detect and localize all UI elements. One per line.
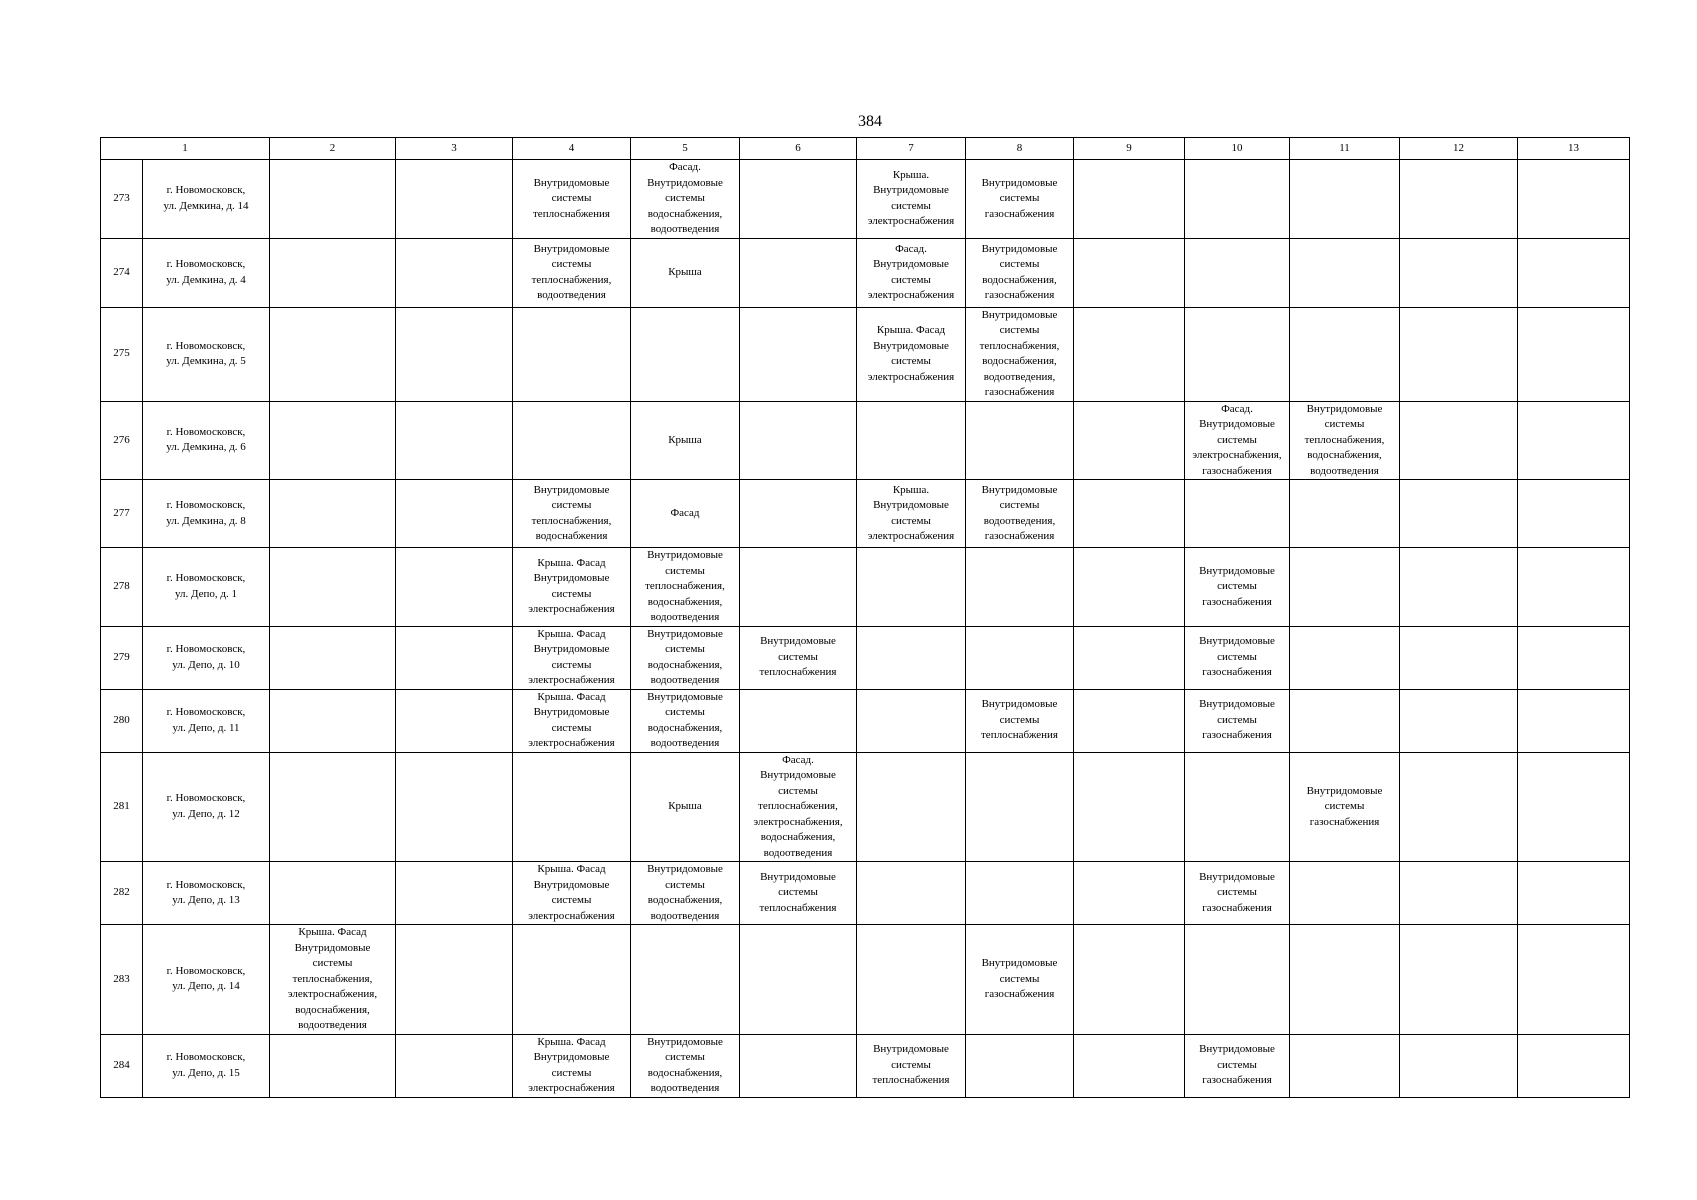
work-cell-col-10 — [1185, 238, 1290, 307]
work-cell-col-6 — [740, 689, 857, 752]
work-cell-col-5 — [631, 307, 740, 401]
work-cell-col-3 — [396, 480, 513, 548]
work-cell-col-4 — [513, 480, 631, 548]
work-cell-col-9 — [1074, 238, 1185, 307]
work-cell-col-2 — [270, 401, 396, 480]
row-number: 279 — [101, 626, 143, 689]
work-text: Фасад. Внутридомовые системы электроснабжения — [867, 242, 955, 301]
work-cell-col-9 — [1074, 1034, 1185, 1097]
work-cell-col-7 — [857, 925, 966, 1035]
work-cell-col-3 — [396, 548, 513, 627]
address-text: г. Новомосковск, ул. Депо, д. 10 — [166, 643, 246, 671]
column-header-8: 8 — [966, 138, 1074, 160]
work-cell-col-7 — [857, 689, 966, 752]
table-row — [101, 160, 1630, 239]
work-cell-col-9 — [1074, 626, 1185, 689]
address-cell — [143, 238, 270, 307]
work-cell-col-7 — [857, 401, 966, 480]
work-cell-col-12 — [1400, 548, 1518, 627]
work-cell-col-13 — [1518, 238, 1630, 307]
work-text: Внутридомовые системы газоснабжения — [1306, 784, 1383, 828]
address-text: г. Новомосковск, ул. Демкина, д. 5 — [166, 339, 246, 367]
schedule-table — [100, 137, 1630, 1098]
row-number: 275 — [101, 307, 143, 401]
work-cell-col-12 — [1400, 752, 1518, 862]
work-cell-col-9 — [1074, 548, 1185, 627]
work-cell-col-11 — [1290, 548, 1400, 627]
work-text: Внутридомовые системы водоотведения, газоснабжения — [981, 483, 1058, 542]
work-text: Внутридомовые системы газоснабжения — [1199, 564, 1275, 608]
work-text: Крыша. Фасад Внутридомовые системы электроснабжения — [528, 863, 615, 922]
work-cell-col-6 — [740, 238, 857, 307]
table-row — [101, 238, 1630, 307]
work-cell-col-10 — [1185, 401, 1290, 480]
address-text: г. Новомосковск, ул. Депо, д. 1 — [166, 572, 246, 600]
work-cell-col-4 — [513, 689, 631, 752]
work-cell-col-4 — [513, 548, 631, 627]
work-text: Фасад. Внутридомовые системы водоснабжения, водоотведения — [647, 161, 723, 235]
work-text: Внутридомовые системы водоснабжения, газоснабжения — [981, 242, 1058, 301]
work-cell-col-3 — [396, 752, 513, 862]
column-header-7: 7 — [857, 138, 966, 160]
row-number: 276 — [101, 401, 143, 480]
work-cell-col-8 — [966, 752, 1074, 862]
work-cell-col-3 — [396, 626, 513, 689]
work-text: Внутридомовые системы теплоснабжения — [533, 176, 610, 220]
work-text: Крыша. Фасад Внутридомовые системы электроснабжения — [528, 556, 615, 616]
work-cell-col-3 — [396, 160, 513, 239]
work-text: Внутридомовые системы теплоснабжения, водоснабжения, водоотведения — [645, 549, 725, 623]
page-number: 384 — [858, 113, 882, 130]
work-cell-col-10 — [1185, 307, 1290, 401]
work-cell-col-13 — [1518, 480, 1630, 548]
column-header-13: 13 — [1518, 138, 1630, 160]
work-cell-col-2 — [270, 752, 396, 862]
work-cell-col-12 — [1400, 1034, 1518, 1097]
table-body — [101, 160, 1630, 1098]
work-cell-col-7 — [857, 480, 966, 548]
work-cell-col-5 — [631, 160, 740, 239]
row-number: 283 — [101, 925, 143, 1035]
work-cell-col-12 — [1400, 689, 1518, 752]
row-number: 277 — [101, 480, 143, 548]
work-text: Внутридомовые системы теплоснабжения — [759, 870, 837, 914]
work-cell-col-2 — [270, 238, 396, 307]
work-cell-col-7 — [857, 307, 966, 401]
work-cell-col-2 — [270, 307, 396, 401]
work-cell-col-13 — [1518, 862, 1630, 925]
work-cell-col-2 — [270, 480, 396, 548]
work-text: Крыша. Фасад Внутридомовые системы теплоснабжения, электроснабжения, водоснабжения, водоотведения — [287, 926, 378, 1031]
work-cell-col-12 — [1400, 925, 1518, 1035]
work-text: Внутридомовые системы газоснабжения — [1199, 870, 1275, 914]
column-header-12: 12 — [1400, 138, 1518, 160]
work-text: Крыша. Фасад Внутридомовые системы электроснабжения — [528, 627, 615, 686]
work-cell-col-13 — [1518, 401, 1630, 480]
address-cell — [143, 480, 270, 548]
work-cell-col-7 — [857, 238, 966, 307]
work-text: Внутридомовые системы теплоснабжения, водоотведения — [531, 242, 612, 301]
work-cell-col-10 — [1185, 1034, 1290, 1097]
column-header-11: 11 — [1290, 138, 1400, 160]
work-cell-col-13 — [1518, 626, 1630, 689]
work-cell-col-3 — [396, 238, 513, 307]
work-cell-col-6 — [740, 1034, 857, 1097]
work-text: Внутридомовые системы газоснабжения — [981, 176, 1058, 220]
work-cell-col-3 — [396, 1034, 513, 1097]
work-cell-col-13 — [1518, 925, 1630, 1035]
work-cell-col-4 — [513, 238, 631, 307]
work-text: Крыша. Внутридомовые системы электроснабжения — [867, 483, 955, 542]
work-text: Внутридомовые системы водоснабжения, водоотведения — [647, 627, 723, 686]
table-row — [101, 548, 1630, 627]
work-cell-col-9 — [1074, 925, 1185, 1035]
work-text: Крыша. Фасад Внутридомовые системы электроснабжения — [867, 324, 955, 383]
work-cell-col-2 — [270, 626, 396, 689]
header-row — [101, 138, 1630, 160]
work-cell-col-11 — [1290, 689, 1400, 752]
work-cell-col-9 — [1074, 307, 1185, 401]
row-number: 273 — [101, 160, 143, 239]
work-cell-col-7 — [857, 1034, 966, 1097]
work-cell-col-7 — [857, 548, 966, 627]
address-cell — [143, 548, 270, 627]
work-cell-col-8 — [966, 862, 1074, 925]
work-cell-col-12 — [1400, 160, 1518, 239]
column-header-1: 1 — [101, 138, 270, 160]
work-cell-col-9 — [1074, 401, 1185, 480]
work-cell-col-4 — [513, 862, 631, 925]
work-cell-col-11 — [1290, 480, 1400, 548]
work-text: Внутридомовые системы теплоснабжения, водоснабжения, водоотведения — [1304, 402, 1385, 477]
table-row — [101, 401, 1630, 480]
address-text: г. Новомосковск, ул. Депо, д. 13 — [166, 878, 246, 906]
address-cell — [143, 752, 270, 862]
address-text: г. Новомосковск, ул. Демкина, д. 6 — [166, 425, 246, 454]
work-cell-col-8 — [966, 626, 1074, 689]
work-cell-col-4 — [513, 160, 631, 239]
work-cell-col-10 — [1185, 626, 1290, 689]
column-header-6: 6 — [740, 138, 857, 160]
work-cell-col-10 — [1185, 862, 1290, 925]
work-cell-col-7 — [857, 862, 966, 925]
work-cell-col-9 — [1074, 862, 1185, 925]
work-text: Крыша. Фасад Внутридомовые системы электроснабжения — [528, 690, 615, 749]
work-cell-col-8 — [966, 1034, 1074, 1097]
work-cell-col-6 — [740, 480, 857, 548]
work-cell-col-11 — [1290, 862, 1400, 925]
work-text: Крыша — [668, 800, 702, 812]
address-text: г. Новомосковск, ул. Депо, д. 12 — [166, 792, 246, 820]
work-cell-col-7 — [857, 752, 966, 862]
work-cell-col-11 — [1290, 238, 1400, 307]
work-text: Внутридомовые системы газоснабжения — [981, 957, 1058, 1000]
work-cell-col-5 — [631, 626, 740, 689]
work-cell-col-6 — [740, 925, 857, 1035]
address-cell — [143, 862, 270, 925]
work-cell-col-6 — [740, 160, 857, 239]
work-cell-col-10 — [1185, 160, 1290, 239]
work-cell-col-12 — [1400, 480, 1518, 548]
work-cell-col-2 — [270, 862, 396, 925]
work-cell-col-9 — [1074, 689, 1185, 752]
address-text: г. Новомосковск, ул. Демкина, д. 8 — [166, 499, 246, 527]
work-text: Фасад — [670, 506, 700, 519]
table-row — [101, 689, 1630, 752]
work-cell-col-13 — [1518, 1034, 1630, 1097]
work-cell-col-5 — [631, 548, 740, 627]
address-cell — [143, 689, 270, 752]
work-cell-col-6 — [740, 862, 857, 925]
work-cell-col-10 — [1185, 689, 1290, 752]
work-cell-col-8 — [966, 238, 1074, 307]
work-cell-col-2 — [270, 548, 396, 627]
work-cell-col-11 — [1290, 160, 1400, 239]
work-cell-col-6 — [740, 307, 857, 401]
work-cell-col-2 — [270, 160, 396, 239]
work-cell-col-13 — [1518, 752, 1630, 862]
work-cell-col-8 — [966, 480, 1074, 548]
work-text: Внутридомовые системы газоснабжения — [1199, 635, 1275, 679]
address-cell — [143, 307, 270, 401]
work-cell-col-3 — [396, 689, 513, 752]
address-cell — [143, 401, 270, 480]
work-cell-col-11 — [1290, 752, 1400, 862]
work-cell-col-3 — [396, 401, 513, 480]
work-cell-col-13 — [1518, 307, 1630, 401]
work-cell-col-2 — [270, 925, 396, 1035]
work-cell-col-10 — [1185, 480, 1290, 548]
work-text: Внутридомовые системы газоснабжения — [1199, 1043, 1275, 1087]
table-row — [101, 862, 1630, 925]
work-text: Внутридомовые системы теплоснабжения — [981, 698, 1058, 742]
work-cell-col-12 — [1400, 862, 1518, 925]
work-cell-col-6 — [740, 752, 857, 862]
work-cell-col-7 — [857, 626, 966, 689]
work-cell-col-4 — [513, 925, 631, 1035]
work-cell-col-7 — [857, 160, 966, 239]
address-cell — [143, 626, 270, 689]
work-text: Внутридомовые системы теплоснабжения — [759, 635, 837, 679]
address-text: г. Новомосковск, ул. Депо, д. 11 — [166, 706, 246, 734]
row-number: 280 — [101, 689, 143, 752]
work-cell-col-4 — [513, 401, 631, 480]
work-cell-col-4 — [513, 626, 631, 689]
table-row — [101, 307, 1630, 401]
address-cell — [143, 925, 270, 1035]
work-cell-col-10 — [1185, 548, 1290, 627]
address-cell — [143, 160, 270, 239]
work-cell-col-9 — [1074, 480, 1185, 548]
row-number: 278 — [101, 548, 143, 627]
work-text: Внутридомовые системы теплоснабжения, водоснабжения — [531, 483, 612, 542]
row-number: 281 — [101, 752, 143, 862]
table-row — [101, 1034, 1630, 1097]
address-text: г. Новомосковск, ул. Демкина, д. 14 — [163, 184, 249, 212]
work-cell-col-6 — [740, 401, 857, 480]
work-cell-col-6 — [740, 626, 857, 689]
work-cell-col-5 — [631, 925, 740, 1035]
column-header-2: 2 — [270, 138, 396, 160]
column-header-10: 10 — [1185, 138, 1290, 160]
work-cell-col-5 — [631, 401, 740, 480]
work-cell-col-4 — [513, 752, 631, 862]
address-text: г. Новомосковск, ул. Депо, д. 14 — [166, 964, 246, 993]
work-cell-col-8 — [966, 401, 1074, 480]
work-cell-col-13 — [1518, 160, 1630, 239]
work-text: Внутридомовые системы теплоснабжения, водоснабжения, водоотведения, газоснабжения — [979, 308, 1060, 398]
work-cell-col-4 — [513, 1034, 631, 1097]
work-cell-col-3 — [396, 307, 513, 401]
work-text: Фасад. Внутридомовые системы электроснабжения, газоснабжения — [1192, 402, 1282, 477]
work-text: Внутридомовые системы водоснабжения, водоотведения — [647, 690, 723, 749]
work-cell-col-12 — [1400, 238, 1518, 307]
table-row — [101, 925, 1630, 1035]
row-number: 282 — [101, 862, 143, 925]
work-cell-col-8 — [966, 925, 1074, 1035]
work-cell-col-12 — [1400, 307, 1518, 401]
work-cell-col-11 — [1290, 925, 1400, 1035]
work-cell-col-11 — [1290, 1034, 1400, 1097]
work-cell-col-13 — [1518, 689, 1630, 752]
work-cell-col-5 — [631, 238, 740, 307]
work-text: Крыша — [668, 265, 702, 278]
work-cell-col-8 — [966, 548, 1074, 627]
work-cell-col-2 — [270, 1034, 396, 1097]
work-cell-col-13 — [1518, 548, 1630, 627]
work-text: Крыша — [668, 433, 702, 446]
work-text: Внутридомовые системы теплоснабжения — [872, 1043, 950, 1087]
row-number: 284 — [101, 1034, 143, 1097]
work-cell-col-8 — [966, 160, 1074, 239]
work-cell-col-10 — [1185, 752, 1290, 862]
work-text: Внутридомовые системы водоснабжения, водоотведения — [647, 1035, 723, 1094]
work-text: Внутридомовые системы газоснабжения — [1199, 698, 1275, 742]
work-cell-col-5 — [631, 689, 740, 752]
work-text: Фасад. Внутридомовые системы теплоснабжения, электроснабжения, водоснабжения, водоотведения — [753, 753, 843, 859]
work-cell-col-4 — [513, 307, 631, 401]
work-cell-col-5 — [631, 1034, 740, 1097]
work-cell-col-11 — [1290, 401, 1400, 480]
column-header-4: 4 — [513, 138, 631, 160]
address-cell — [143, 1034, 270, 1097]
address-text: г. Новомосковск, ул. Депо, д. 15 — [166, 1051, 246, 1079]
work-cell-col-10 — [1185, 925, 1290, 1035]
work-text: Внутридомовые системы водоснабжения, водоотведения — [647, 863, 723, 922]
work-cell-col-12 — [1400, 626, 1518, 689]
work-cell-col-5 — [631, 862, 740, 925]
work-cell-col-5 — [631, 480, 740, 548]
work-cell-col-3 — [396, 925, 513, 1035]
work-text: Крыша. Фасад Внутридомовые системы электроснабжения — [528, 1035, 615, 1094]
work-cell-col-6 — [740, 548, 857, 627]
column-header-3: 3 — [396, 138, 513, 160]
work-cell-col-9 — [1074, 752, 1185, 862]
work-cell-col-3 — [396, 862, 513, 925]
work-cell-col-8 — [966, 307, 1074, 401]
work-cell-col-12 — [1400, 401, 1518, 480]
work-cell-col-11 — [1290, 626, 1400, 689]
work-cell-col-11 — [1290, 307, 1400, 401]
table-row — [101, 626, 1630, 689]
row-number: 274 — [101, 238, 143, 307]
table-row — [101, 752, 1630, 862]
work-text: Крыша. Внутридомовые системы электроснабжения — [867, 168, 955, 228]
column-header-5: 5 — [631, 138, 740, 160]
work-cell-col-8 — [966, 689, 1074, 752]
table-row — [101, 480, 1630, 548]
work-cell-col-9 — [1074, 160, 1185, 239]
work-cell-col-2 — [270, 689, 396, 752]
column-header-9: 9 — [1074, 138, 1185, 160]
work-cell-col-5 — [631, 752, 740, 862]
address-text: г. Новомосковск, ул. Демкина, д. 4 — [166, 258, 246, 286]
